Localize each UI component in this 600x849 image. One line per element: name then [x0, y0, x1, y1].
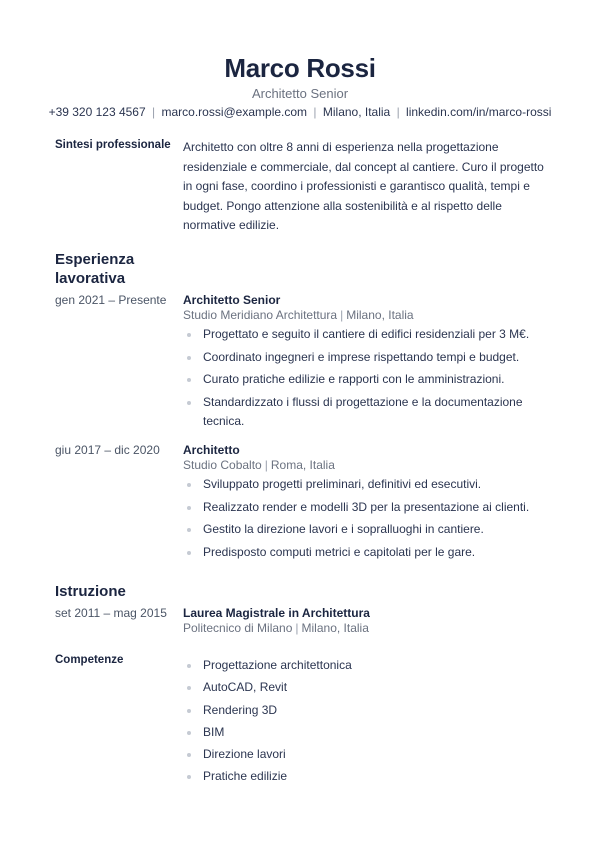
- summary-label: Sintesi professionale: [55, 139, 171, 151]
- job-dates: gen 2021 – Presente: [55, 293, 167, 307]
- skills-label: Competenze: [55, 654, 124, 666]
- employer-name: Studio Cobalto: [183, 458, 262, 472]
- experience-section-title: Esperienza lavorativa: [55, 251, 135, 287]
- candidate-role: Architetto Senior: [251, 86, 349, 101]
- contact-separator: |: [313, 105, 317, 119]
- location: Milano, Italia: [322, 105, 391, 119]
- skills-list: [183, 656, 533, 787]
- contact-line: [0, 105, 600, 119]
- school-line: [183, 621, 369, 635]
- job-location: Milano, Italia: [346, 308, 414, 322]
- job-title: Architetto Senior: [183, 293, 281, 307]
- contact-separator: |: [396, 105, 400, 119]
- job-location: Roma, Italia: [270, 458, 335, 472]
- bullet-item: Gestito la direzione lavori e i sopralluoghi in cantiere.: [183, 520, 533, 540]
- bullet-item: Standardizzato i flussi di progettazione e la documentazione tecnica.: [183, 393, 533, 432]
- skill-item: Direzione lavori: [183, 745, 533, 765]
- skill-item: Progettazione architettonica: [183, 656, 533, 676]
- education-section-title: Istruzione: [55, 583, 126, 600]
- email-address[interactable]: marco.rossi@example.com: [161, 105, 308, 119]
- bullet-item: Progettato e seguito il cantiere di edifici residenziali per 3 M€.: [183, 325, 533, 345]
- job-organization: [183, 458, 335, 472]
- job-bullets: [183, 325, 533, 432]
- skill-item: Rendering 3D: [183, 701, 533, 721]
- bullet-item: Curato pratiche edilizie e rapporti con le amministrazioni.: [183, 370, 533, 390]
- school-location: Milano, Italia: [301, 621, 369, 635]
- bullet-item: Predisposto computi metrici e capitolati per le gare.: [183, 543, 533, 563]
- job-dates: giu 2017 – dic 2020: [55, 443, 160, 457]
- candidate-name: Marco Rossi: [224, 53, 376, 83]
- bullet-item: Sviluppato progetti preliminari, definitivi ed esecutivi.: [183, 475, 533, 495]
- summary-text: Architetto con oltre 8 anni di esperienza nella progettazione residenziale e commerciale, dal concept al cantiere. Curo il progetto in ogni fase, coordino i professionisti e garantisco qualità, tempi e budget. Pongo attenzione alla sostenibilità e al rispetto delle normative edilizie.: [183, 140, 544, 232]
- skill-item: Pratiche edilizie: [183, 767, 533, 787]
- bullet-item: Realizzato render e modelli 3D per la presentazione ai clienti.: [183, 498, 533, 518]
- skill-item: AutoCAD, Revit: [183, 678, 533, 698]
- phone-number: +39 320 123 4567: [48, 105, 146, 119]
- school-separator: |: [295, 621, 299, 635]
- job-organization: [183, 308, 414, 322]
- education-dates: set 2011 – mag 2015: [55, 606, 167, 620]
- job-title: Architetto: [183, 443, 240, 457]
- school-name: Politecnico di Milano: [183, 621, 293, 635]
- employer-name: Studio Meridiano Architettura: [183, 308, 338, 322]
- degree-title: Laurea Magistrale in Architettura: [183, 606, 370, 620]
- skill-item: BIM: [183, 723, 533, 743]
- contact-separator: |: [152, 105, 156, 119]
- linkedin-link[interactable]: linkedin.com/in/marco-rossi: [406, 105, 552, 119]
- job-bullets: [183, 475, 533, 562]
- org-separator: |: [264, 458, 268, 472]
- org-separator: |: [340, 308, 344, 322]
- bullet-item: Coordinato ingegneri e imprese rispettando tempi e budget.: [183, 348, 533, 368]
